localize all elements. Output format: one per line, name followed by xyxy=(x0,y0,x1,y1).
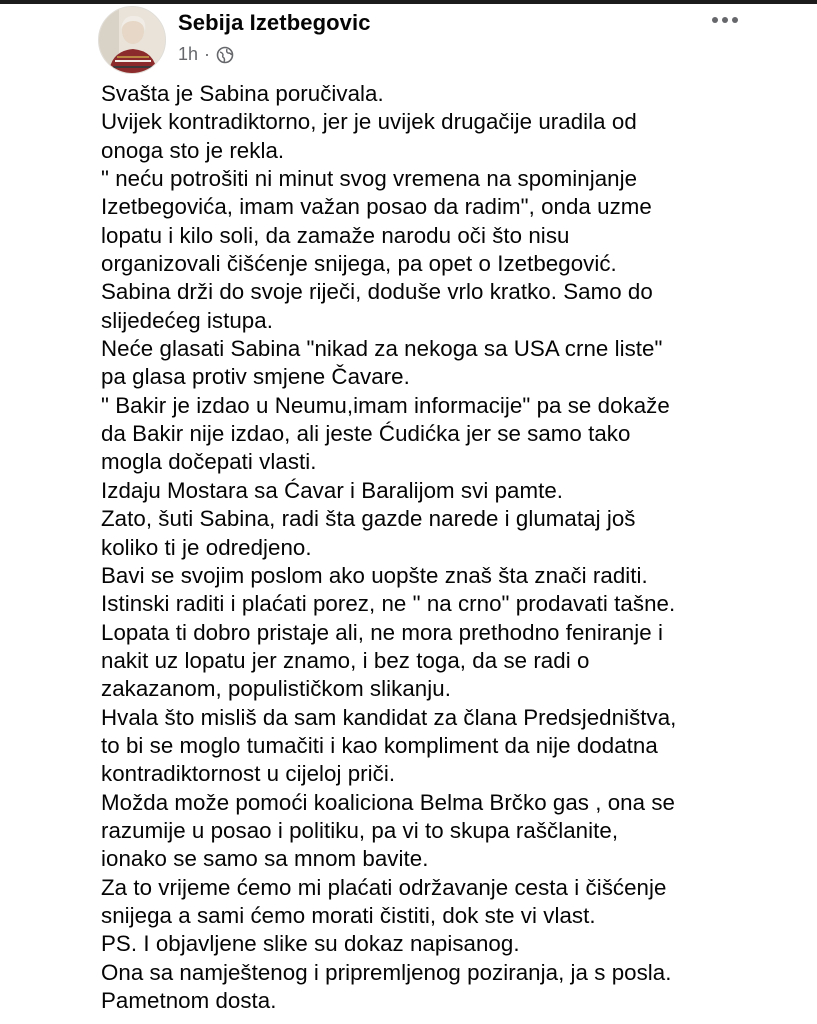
post-text-line: Istinski raditi i plaćati porez, ne " na crno" prodavati tašne. xyxy=(101,591,676,617)
post-text-line: Zato, šuti Sabina, radi šta gazde narede i glumataj još xyxy=(101,506,636,532)
avatar-image xyxy=(99,7,165,73)
post-text-line: pa glasa protiv smjene Čavare. xyxy=(101,364,410,390)
post-text-line: organizovali čišćenje snijega, pa opet o Izetbegović. xyxy=(101,251,617,277)
globe-icon xyxy=(216,46,234,64)
post-text-line: PS. I objavljene slike su dokaz napisanog. xyxy=(101,931,520,957)
post-text-line: Sabina drži do svoje riječi, doduše vrlo kratko. Samo do xyxy=(101,279,653,305)
post-body-text xyxy=(101,80,791,1015)
post-text-line: nakit uz lopatu jer znamo, i bez toga, da se radi o xyxy=(101,647,590,673)
post-text-line: Pametnom dosta. xyxy=(101,988,277,1013)
post-text-line: mogla dočepati vlasti. xyxy=(101,449,317,475)
post-text-line: kontradiktornost u cijeloj priči. xyxy=(101,761,396,787)
post-text-line: slijedećeg istupa. xyxy=(101,307,273,333)
post-text-line: " neću potrošiti ni minut svog vremena na spominjanje xyxy=(101,166,638,192)
post-text-line: Izdaju Mostara sa Ćavar i Baralijom svi pamte. xyxy=(101,477,564,503)
post-text-line: koliko ti je odredjeno. xyxy=(101,534,312,560)
post-text-line: Bavi se svojim poslom ako uopšte znaš šta znači raditi. xyxy=(101,562,648,588)
post-text-line: zakazanom, populističkom slikanju. xyxy=(101,676,451,702)
meta-separator: · xyxy=(204,44,211,64)
post-text-line: Hvala što misliš da sam kandidat za člana Predsjedništva, xyxy=(101,704,677,730)
post-text-line: Za to vrijeme ćemo mi plaćati održavanje cesta i čišćenje xyxy=(101,874,667,900)
post-text-line: Izetbegovića, imam važan posao da radim", onda uzme xyxy=(101,194,652,220)
more-options-icon[interactable] xyxy=(712,12,744,28)
avatar[interactable] xyxy=(98,6,166,74)
post-text-line: " Bakir je izdao u Neumu,imam informacije" pa se dokaže xyxy=(101,392,670,418)
post-text-line: ionako se samo sa mnom bavite. xyxy=(101,846,429,872)
post-text-line: Lopata ti dobro pristaje ali, ne mora prethodno feniranje i xyxy=(101,619,663,645)
post-text-line: lopatu i kilo soli, da zamaže narodu oči što nisu xyxy=(101,222,570,248)
post-text-line: da Bakir nije izdao, ali jeste Ćudićka jer se samo tako xyxy=(101,421,631,447)
post-text-line: onoga sto je rekla. xyxy=(101,137,285,163)
author-name[interactable]: Sebija Izetbegovic xyxy=(178,10,371,35)
post-time[interactable]: 1h xyxy=(178,44,199,64)
post-text-line: razumije u posao i politiku, pa vi to skupa raščlanite, xyxy=(101,817,619,843)
post-meta xyxy=(178,44,234,65)
post-text-line: Ona sa namještenog i pripremljenog poziranja, ja s posla. xyxy=(101,959,672,985)
post-text-line: Neće glasati Sabina "nikad za nekoga sa USA crne liste" xyxy=(101,336,663,362)
post-text-line: to bi se moglo tumačiti i kao kompliment da nije dodatna xyxy=(101,732,658,758)
post-text-line: Možda može pomoći koaliciona Belma Brčko gas , ona se xyxy=(101,789,675,815)
post-text-line: Svašta je Sabina poručivala. xyxy=(101,81,384,106)
post-header xyxy=(98,6,798,66)
post-text-line: snijega a sami ćemo morati čistiti, dok ste vi vlast. xyxy=(101,902,596,928)
post-text-line: Uvijek kontradiktorno, jer je uvijek drugačije uradila od xyxy=(101,109,637,135)
top-bar xyxy=(0,0,817,4)
